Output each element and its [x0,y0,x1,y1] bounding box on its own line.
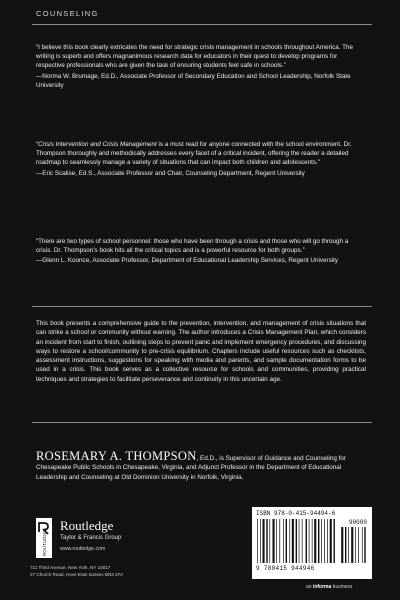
author-name: ROSEMARY A. THOMPSON [36,449,197,463]
publisher-address: 711 Third Avenue, New York, NY 10017 27 Church Road, Hove East Sussex BN3 2FA [30,565,124,577]
barcode-bars-icon [256,519,368,565]
quote-text: “Crisis Intervention and Crisis Management is a must read for anyone connected with the school environment. Dr. Thompson thoroughly and methodically addresses every facet of a critical incident, offering the reader a detailed roadmap to seamlessly manage a variety of situations that can impact both children and adolescents.” [36,141,352,167]
svg-text:ROUTLEDGE: ROUTLEDGE [42,527,47,556]
publisher-url: www.routledge.com [60,546,106,552]
quote-attribution: —Glenn L. Koonce, Associate Professor, Department of Educational Leadership Services, Regent University [36,257,339,265]
top-divider [32,24,372,25]
middle-divider [32,306,372,307]
publisher-logo [36,518,186,558]
quote-text: “There are two types of school personnel: those who have been through a crisis and those who will go through a crisis. Dr. Thompson’s book hits all the critical topics and is a powerful resource for both groups.” [36,238,349,255]
isbn-text: ISBN 978-0-415-94494-6 [256,510,336,517]
author-bio-text: , Ed.D., is Supervisor of Guidance and Counseling for Chesapeake Public Schools in Chesapeake, Virginia, and Adjunct Professor in the Department of Educational Leadership and Counseling at Old Dominion University in Norfolk, Virginia. [36,455,347,481]
book-description: This book presents a comprehensive guide to the prevention, intervention, and management of crisis situations that can strike a school or community without warning. The author introduces a Crisis Management Plan, which considers an incident from start to finish, outlining steps to prevent panic and implement emergency procedures, and discussing ways to restore a school/community to pre-crisis equilibrium. Chapters include useful resources such as checklists, assessment instructions, suggestions for speaking with media and parents, and sample documentation forms to be used in a crisis. This book serves as a collective resource for schools and communities, providing practical techniques and strategies to facilitate perseverance and continuity in this uncertain age. [36,320,366,383]
routledge-logo-icon [36,518,52,558]
price-code: 90000 [348,519,367,526]
author-bio [36,449,368,482]
endorsement-quote-1 [36,43,362,90]
book-title: Crisis Intervention and Crisis Management [38,141,157,148]
quote-text: “I believe this book clearly extricates the need for strategic crisis management in schools throughout America. The writing is superb and offers magnanimous research data for educators in their quest to develop programs for respective professionals who are given the task of ensuring students feel safe in schools.” [36,44,353,70]
barcode-number: 9 780415 944946 [256,565,315,572]
publisher-group: Taylor & Francis Group [60,535,122,541]
informa-business-label: an informa business [306,584,353,590]
publisher-name: Routledge [60,518,114,533]
bottom-divider [32,422,372,423]
endorsement-quote-3 [36,237,362,266]
quote-attribution: —Norma W. Brumage, Ed.D., Associate Professor of Secondary Education and School Leadership, Norfolk State University [36,72,351,89]
category-label: COUNSELING [36,9,99,18]
isbn-barcode [252,507,372,579]
quote-attribution: —Eric Scalise, Ed.S., Associate Professor and Chair, Counseling Department, Regent University [36,169,305,177]
endorsement-quote-2 [36,140,362,178]
